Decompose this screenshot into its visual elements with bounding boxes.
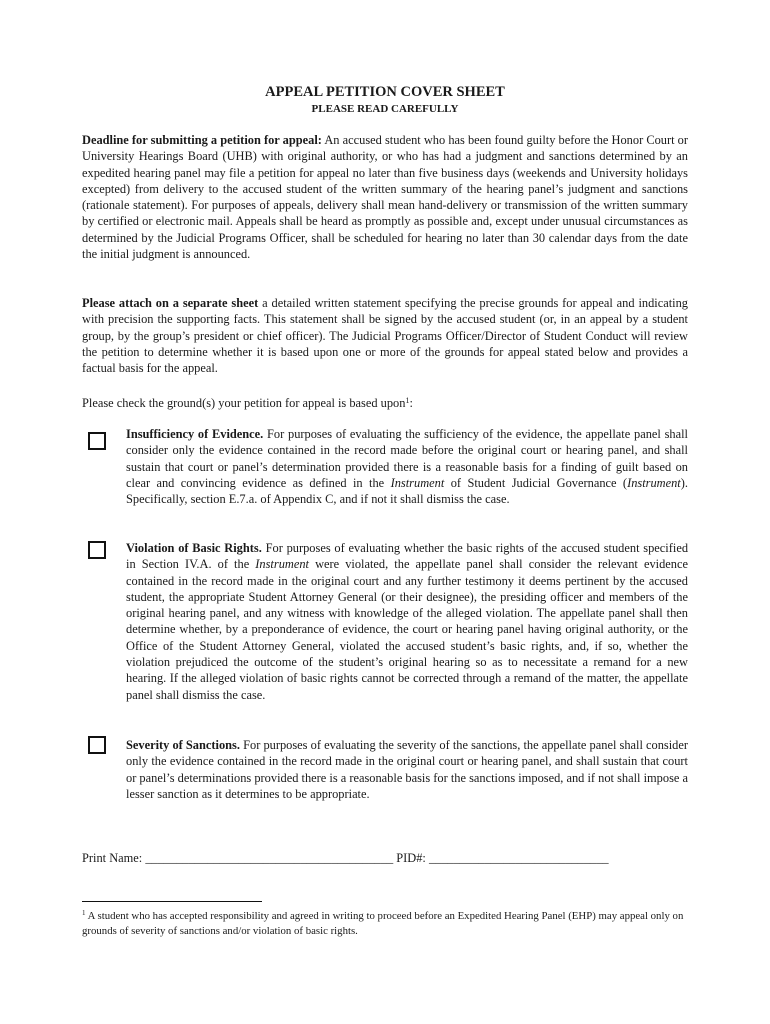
- deadline-text: An accused student who has been found guilty before the Honor Court or University Hearings Board (UHB) with original authority, or who has had a judgment and sanctions determined by an expedited hearing panel may file a petition for appeal no later than five business days (weekends and University holidays excepted) from delivery to the accused student of the written summary of the hearing panel’s judgment and sanctions (rationale statement). For purposes of appeals, delivery shall mean hand-delivery or transmission of the written summary by certified or electronic mail. Appeals shall be heard as promptly as possible and, except under unusual circumstances as determined by the Judicial Programs Officer, shall be scheduled for hearing no later than 30 calendar days from the date the initial judgment is announced.: [82, 133, 688, 262]
- insufficiency-text: of Student Judicial Governance (: [444, 475, 628, 490]
- print-name-label: Print Name:: [82, 851, 146, 865]
- basic-rights-text: were violated, the appellate panel shall consider the relevant evidence contained in the record made in the original court and any further testimony it deems pertinent by the accused student, the appropriate Student Attorney General (or their designee), the presiding officer and members of the original hearing panel, and any witness with knowledge of the alleged violation. The appellate panel shall then determine whether, by a preponderance of evidence, the court or hearing panel having original authority, or the Office of the Student Attorney General, violated the accused student’s basic rights, and, if so, whether the violation prejudiced the outcome of the student’s original hearing so as to necessitate a remand for a new hearing. If the alleged violation of basic rights cannot be corrected through a remand of the matter, the appellate panel shall dismiss the case.: [126, 557, 688, 702]
- attach-paragraph: [82, 295, 688, 376]
- insufficiency-label: Insufficiency of Evidence.: [126, 427, 264, 441]
- grounds-prompt-text: Please check the ground(s) your petition for appeal is based upon: [82, 396, 406, 410]
- basic-rights-text: For purposes of evaluating whether the basic rights of the accused student specified in Section IV.A. of the: [126, 541, 689, 572]
- pid-field[interactable]: _____________________________: [428, 851, 609, 865]
- severity-of-sanctions-checkbox[interactable]: [88, 736, 106, 754]
- footnote-text: A student who has accepted responsibility and agreed in writing to proceed before an Expedited Hearing Panel (EHP) may appeal only on grounds of severity of sanctions and/or violation of basic rights.: [82, 910, 684, 937]
- instrument-italic: Instrument: [390, 475, 445, 490]
- attach-text: a detailed written statement specifying the precise grounds for appeal and indicating with precision the supporting facts. This statement shall be signed by the accused student (or, in an appeal by a student group, by the group’s president or chief officer). The Judicial Programs Officer/Director of Student Conduct will review the petition to determine whether it is based upon one or more of the grounds for appeal stated below and provides a factual basis for the appeal.: [82, 296, 688, 376]
- basic-rights-label: Violation of Basic Rights.: [126, 541, 262, 555]
- signature-line: [82, 850, 722, 866]
- instrument-italic: Instrument: [255, 557, 309, 572]
- grounds-prompt: [82, 395, 688, 411]
- attach-label: Please attach on a separate sheet: [82, 296, 259, 310]
- footnote-marker: 1: [82, 909, 86, 917]
- page-title: APPEAL PETITION COVER SHEET: [265, 84, 505, 100]
- page-subtitle: PLEASE READ CAREFULLY: [311, 103, 459, 115]
- grounds-prompt-suffix: :: [409, 396, 413, 410]
- insufficiency-text: For purposes of evaluating the sufficiency of the evidence, the appellate panel shall consider only the evidence contained in the record made before the original court or hearing panel, and shall sustain that court or panel’s determination provided there is a reasonable basis for a finding of guilt based on clear and convincing evidence as defined in the: [126, 427, 688, 490]
- instrument-italic: Instrument: [627, 475, 681, 490]
- print-name-field[interactable]: ________________________________________: [145, 851, 394, 865]
- insufficiency-of-evidence-item: [126, 426, 688, 507]
- severity-text: For purposes of evaluating the severity of the sanctions, the appellate panel shall consider only the evidence contained in the record made in the original court or hearing panel, and shall sustain that court or panel’s determinations provided there is a reasonable basis for the sanctions imposed, and if not shall impose a lesser sanction as it determines to be appropriate.: [126, 738, 689, 801]
- deadline-label: Deadline for submitting a petition for appeal:: [82, 133, 322, 147]
- severity-of-sanctions-item: [126, 737, 688, 802]
- deadline-paragraph: [82, 132, 688, 262]
- violation-of-basic-rights-checkbox[interactable]: [88, 541, 106, 559]
- violation-of-basic-rights-item: [126, 540, 688, 703]
- insufficiency-text: ). Specifically, section E.7.a. of Appendix C, and if not it shall dismiss the case.: [126, 475, 688, 507]
- pid-label: PID#:: [393, 851, 429, 865]
- footnote: [82, 909, 688, 939]
- footnote-divider: [82, 901, 262, 902]
- insufficiency-of-evidence-checkbox[interactable]: [88, 432, 106, 450]
- severity-label: Severity of Sanctions.: [126, 738, 240, 752]
- footnote-reference: 1: [405, 396, 410, 405]
